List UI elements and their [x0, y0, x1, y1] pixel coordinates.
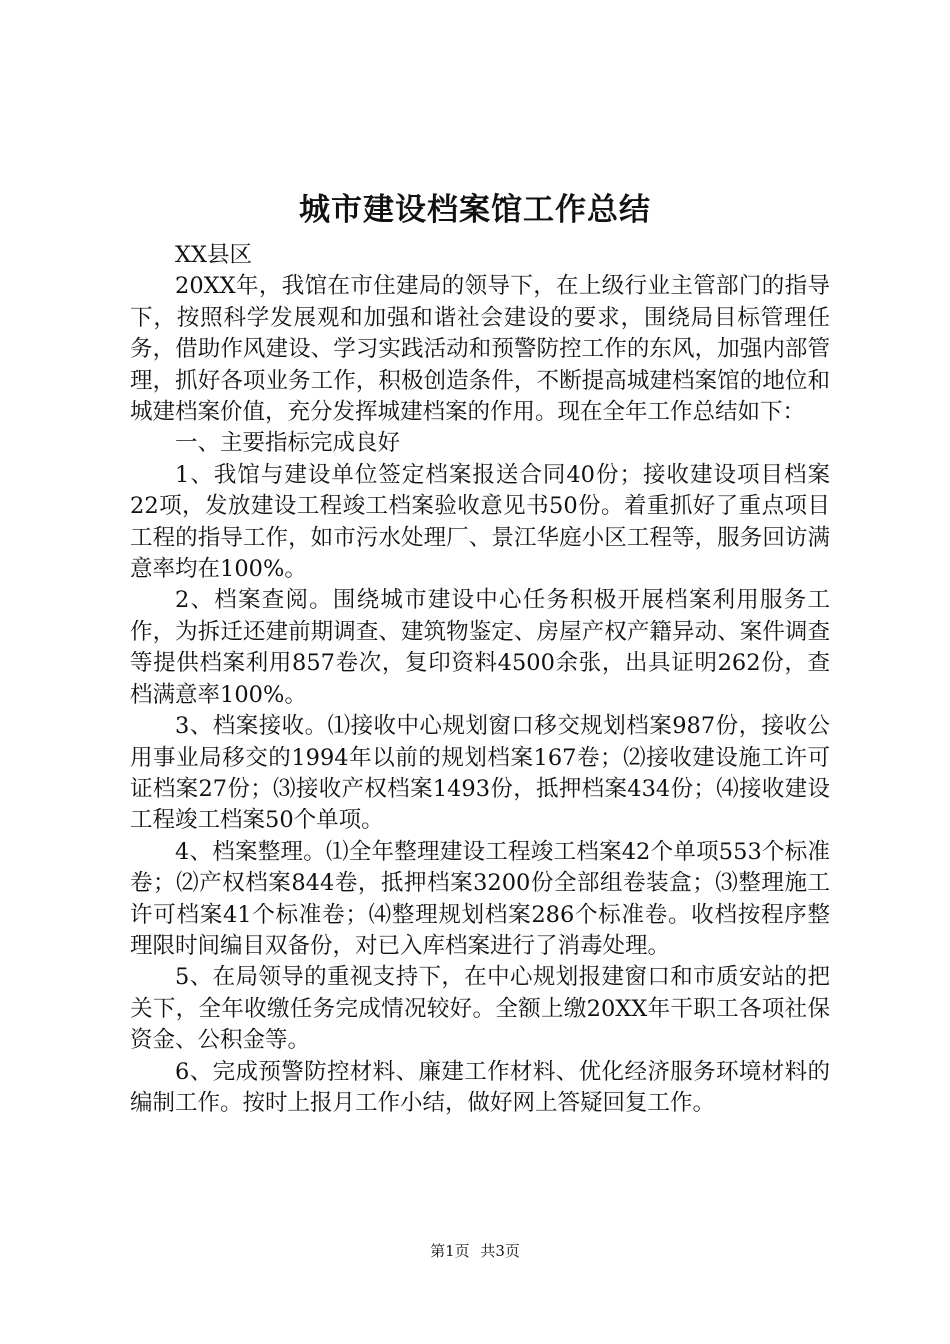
- paragraph-item-2: 2、档案查阅。围绕城市建设中心任务积极开展档案利用服务工作，为拆迁还建前期调查、建筑物鉴定、房屋产权产籍异动、案件调查等提供档案利用857卷次，复印资料4500余张，出具证明262份，查档满意率100%。: [130, 587, 830, 708]
- paragraph-item-6: 6、完成预警防控材料、廉建工作材料、优化经济服务环境材料的编制工作。按时上报月工作小结，做好网上答疑回复工作。: [130, 1058, 830, 1116]
- section-heading-1: 一、主要指标完成良好: [175, 430, 401, 457]
- document-title: 城市建设档案馆工作总结: [299, 192, 651, 228]
- paragraph-item-5: 5、在局领导的重视支持下，在中心规划报建窗口和市质安站的把关下，全年收缴任务完成情况较好。全额上缴20XX年干职工各项社保资金、公积金等。: [130, 964, 830, 1054]
- paragraph-item-3: 3、档案接收。⑴接收中心规划窗口移交规划档案987份，接收公用事业局移交的1994年以前的规划档案167卷；⑵接收建设施工许可证档案27份；⑶接收产权档案1493份，抵押档案434份；⑷接收建设工程竣工档案50个单项。: [130, 713, 830, 834]
- paragraph-item-4: 4、档案整理。⑴全年整理建设工程竣工档案42个单项553个标准卷；⑵产权档案844卷，抵押档案3200份全部组卷装盒；⑶整理施工许可档案41个标准卷；⑷整理规划档案286个标准卷。收档按程序整理限时间编目双备份，对已入库档案进行了消毒处理。: [130, 838, 830, 959]
- paragraph-item-1: 1、我馆与建设单位签定档案报送合同40份；接收建设项目档案22项，发放建设工程竣工档案验收意见书50份。着重抓好了重点项目工程的指导工作，如市污水处理厂、景江华庭小区工程等，服务回访满意率均在100%。: [130, 461, 830, 583]
- page-footer: [0, 1241, 950, 1261]
- page-total: 共3页: [480, 1242, 520, 1260]
- page-number: 第1页: [430, 1242, 470, 1260]
- paragraph-intro: 20XX年，我馆在市住建局的领导下，在上级行业主管部门的指导下，按照科学发展观和加强和谐社会建设的要求，围绕局目标管理任务，借助作风建设、学习实践活动和预警防控工作的东风，加强内部管理，抓好各项业务工作，积极创造条件，不断提高城建档案馆的地位和城建档案价值，充分发挥城建档案的作用。现在全年工作总结如下：: [130, 273, 830, 426]
- paragraph-district: XX县区: [175, 242, 253, 268]
- document-body: [130, 240, 830, 1119]
